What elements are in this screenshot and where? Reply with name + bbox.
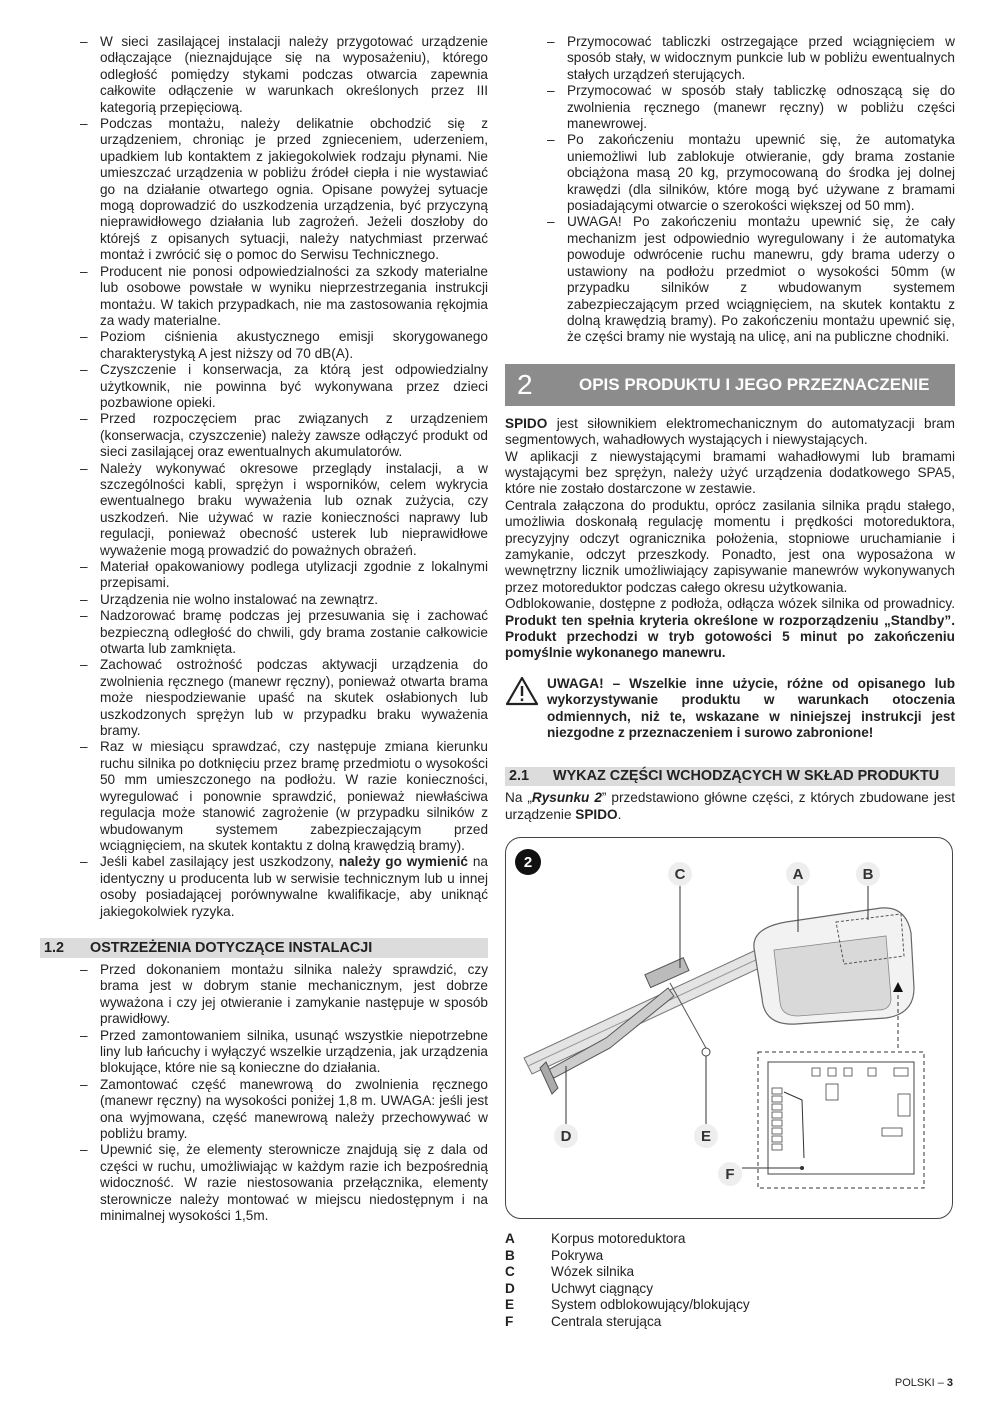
- legend-text: Centrala sterująca: [551, 1313, 662, 1329]
- dash-mark: –: [80, 329, 88, 345]
- left-column: [40, 34, 488, 1224]
- figure-2: [505, 837, 953, 1219]
- label-b: B: [862, 866, 874, 884]
- list-item: [40, 854, 488, 920]
- bullet-text: Upewnić się, że elementy sterownicze znajdują się z dala od części w ruchu, umożliwiając w każdym razie ich bezpośrednią widoczność. W razie niestosowania przełącznika, elementy sterownicze należy montować w miejscu niedostępnym i na minimalnej wysokości 1,5m.: [100, 1142, 488, 1224]
- list-item: [40, 264, 488, 330]
- legend-key: D: [505, 1280, 515, 1296]
- list-item: [40, 362, 488, 411]
- legend-row: [505, 1281, 955, 1298]
- product-name: SPIDO: [505, 415, 548, 431]
- dash-mark: –: [80, 739, 88, 755]
- bullet-text: Przymocować w sposób stały tabliczkę odnoszącą się do zwolnienia ręcznego (manewr ręczny) w pobliżu części manewrowej.: [567, 83, 955, 132]
- dash-mark: –: [80, 961, 88, 977]
- paragraph: W aplikacji z niewystającymi bramami wahadłowymi lub bramami wystającymi bez sprężyn, należy użyć urządzenia dodatkowego SPA5, które nie zostało dostarczone w zestawie.: [505, 448, 955, 497]
- legend-text: Wózek silnika: [551, 1264, 635, 1280]
- bullet-text: Przed zamontowaniem silnika, usunąć wszystkie niepotrzebne liny lub łańcuchy i wyłączyć wszelkie urządzenia, jak urządzenia blokujące, które nie są konieczne do działania.: [100, 1027, 488, 1076]
- paragraph: [505, 416, 955, 449]
- right-column: [505, 34, 955, 1330]
- list-item: [505, 34, 955, 83]
- bullet-text: Poziom ciśnienia akustycznego emisji skorygowanego charakterystyką A jest niższy od 70 dB(A).: [100, 329, 488, 361]
- legend-text: System odblokowujący/blokujący: [551, 1297, 750, 1313]
- bullet-text: Należy wykonywać okresowe przeglądy instalacji, a w szczególności kabli, sprężyn i wsporników, celem wykrycia ewentualnego braku wyważenia lub oznak zużycia, czy uszkodzeń. Nie używać w razie konieczności naprawy lub regulacji, ponieważ obecność usterek lub nieprawidłowe wyważenie mogą prowadzić do poważnych obrażeń.: [100, 460, 488, 558]
- list-item: [40, 739, 488, 854]
- list-item: [40, 559, 488, 592]
- legend-row: [505, 1231, 955, 1248]
- bullet-bold: należy go wymienić: [338, 854, 468, 870]
- standby-note: Produkt ten spełnia kryteria określone w rozporządzeniu „Standby”. Produkt przechodzi w tryb gotowości 5 minut po zakończeniu pomyślnie wykonanego manewru.: [505, 612, 955, 661]
- dash-mark: –: [80, 1076, 88, 1092]
- list-item: [40, 962, 488, 1028]
- bullet-text: Przed dokonaniem montażu silnika należy sprawdzić, czy brama jest w dobrym stanie mechanicznym, jest dobrze wyważona i czy jej otwieranie i zamykanie następuje w sposób prawidłowy.: [100, 961, 488, 1027]
- dash-mark: –: [80, 854, 88, 870]
- bullet-text: Przed rozpoczęciem prac związanych z urządzeniem (konserwacja, czyszczenie) należy zawsze odłączyć produkt od sieci zasilającej oraz ewentualnych akumulatorów.: [100, 411, 488, 460]
- section-number: 2.1: [509, 768, 530, 785]
- list-item: [40, 411, 488, 460]
- bullet-text: Czyszczenie i konserwacja, za którą jest odpowiedzialny użytkownik, nie powinna być wykonywana przez dzieci pozbawione opieki.: [100, 362, 488, 410]
- dash-mark: –: [547, 34, 555, 49]
- dash-mark: –: [80, 411, 88, 427]
- installation-list: [40, 962, 488, 1225]
- legend-text: Pokrywa: [551, 1247, 604, 1263]
- footer-language: POLSKI –: [894, 1377, 947, 1389]
- warning-text: UWAGA! – Wszelkie inne użycie, różne od opisanego lub wykorzystywanie produktu w warunkach otoczenia odmiennych, niż te, wskazane w niniejszej instrukcji jest niezgodne z przeznaczeniem i surowo zabronione!: [547, 675, 955, 741]
- bullet-text: Podczas montażu, należy delikatnie obchodzić się z urządzeniem, chroniąc je przed zgnieceniem, uderzeniem, upadkiem lub kontaktem z jakiegokolwiek rodzaju płynami. Nie umieszczać urządzenia w pobliżu źródeł ciepła i nie wystawiać go na działanie otwartego ognia. Opisane powyżej sytuacje mogą doprowadzić do uszkodzenia urządzenia, być przyczyną nieprawidłowego działania lub zagrożeń. Jeżeli doszłoby do którejś z opisanych sytuacji, należy natychmiast przerwać montaż i zwrócić się o pomoc do Serwisu Technicznego.: [100, 116, 488, 263]
- list-item: [40, 608, 488, 657]
- legend-text: Korpus motoreduktora: [551, 1231, 686, 1247]
- dash-mark: –: [80, 1027, 88, 1043]
- page-footer: [895, 1377, 953, 1389]
- bullet-text: Przymocować tabliczki ostrzegające przed wciągnięciem w sposób stały, w widocznym punkcie lub w pobliżu ewentualnych stałych urządzeń sterujących.: [567, 34, 955, 82]
- list-item: [505, 132, 955, 214]
- legend-key: B: [505, 1247, 515, 1263]
- control-board: [768, 1062, 914, 1174]
- dash-mark: –: [80, 263, 88, 279]
- carriage: [645, 958, 689, 988]
- list-item: [40, 657, 488, 739]
- dash-mark: –: [80, 608, 88, 624]
- intro-text: Na „: [505, 790, 532, 806]
- figure-reference: Rysunku 2: [531, 790, 602, 806]
- warning-icon: [505, 676, 547, 742]
- figure-intro: [505, 790, 955, 823]
- intro-text: .: [617, 806, 622, 822]
- legend-text: Uchwyt ciągnący: [551, 1280, 653, 1296]
- paragraph-text: Odblokowanie, dostępne z podłoża, odłącza wózek silnika od prowadnicy.: [505, 596, 955, 612]
- dash-mark: –: [80, 1142, 88, 1158]
- section-title: WYKAZ CZĘŚCI WCHODZĄCYCH W SKŁAD PRODUKTU: [553, 768, 940, 785]
- label-d: D: [560, 1128, 572, 1146]
- legend-key: F: [505, 1313, 514, 1329]
- bullet-text: Materiał opakowaniowy podlega utylizacji zgodnie z lokalnymi przepisami.: [100, 559, 488, 591]
- warning-box: [505, 676, 955, 742]
- product-name: SPIDO: [575, 806, 618, 822]
- bullet-text: Nadzorować bramę podczas jej przesuwania się i zachować bezpieczną odległość do chwili, gdy brama zostanie całkowicie otwarta lub zamknięta.: [100, 608, 488, 657]
- paragraph-text: jest siłownikiem elektromechanicznym do automatyzacji bram segmentowych, wahadłowych wystających i niewystających.: [505, 415, 955, 448]
- list-item: [40, 461, 488, 559]
- list-item: [505, 214, 955, 345]
- dash-mark: –: [80, 34, 88, 49]
- section-title: OPIS PRODUKTU I JEGO PRZEZNACZENIE: [579, 374, 930, 394]
- list-item: [40, 1142, 488, 1224]
- bullet-text: W sieci zasilającej instalacji należy przygotować urządzenie odłączające (nieznajdujące się na wyposażeniu), którego odległość pomiędzy stykami podczas otwarcia zapewnia całkowite odłączenie w warunkach określonych przez III kategorią przepięciową.: [100, 34, 488, 115]
- safety-list: [40, 34, 488, 854]
- safety-list-last: [40, 854, 488, 920]
- figure-number: 2: [523, 854, 533, 872]
- motor-grille: [774, 936, 891, 1016]
- legend-key: C: [505, 1264, 515, 1280]
- list-item: [40, 329, 488, 362]
- label-f: F: [725, 1166, 735, 1184]
- section-2-heading: [505, 364, 955, 406]
- section-number: 2: [517, 368, 533, 400]
- legend-row: [505, 1297, 955, 1314]
- page-number: 3: [946, 1377, 953, 1389]
- bullet-text: na identyczny u producenta lub w serwisie technicznym lub u innej osoby posiadającej porównywalne kwalifikacje, aby uniknąć jakiegokolwiek ryzyka.: [100, 854, 488, 919]
- dash-mark: –: [80, 116, 88, 132]
- paragraph: Centrala załączona do produktu, oprócz zasilania silnika prądu stałego, umożliwia doskonałą regulację momentu i prędkości motoreduktora, precyzyjny odczyt ogranicznika położenia, stopniowe uruchamianie i zamykanie, odczyt przeszkody. Ponadto, jest ona wyposażona w wewnętrzny licznik umożliwiający zapisywanie manewrów wykonywanych przez motoreduktor podczas całego okresu użytkowania.: [505, 497, 955, 595]
- dash-mark: –: [80, 657, 88, 673]
- bullet-text: Urządzenia nie wolno instalować na zewnątrz.: [100, 591, 379, 607]
- list-item: [40, 1077, 488, 1143]
- bullet-text: Raz w miesiącu sprawdzać, czy następuje zmiana kierunku ruchu silnika po dotknięciu przez bramę przedmiotu o wysokości 50 mm umieszczonego na podłożu. W razie konieczności, wyregulować i ponownie sprawdzić, ponieważ niewłaściwa regulacja może stanowić zagrożenie (w przypadku silników z wbudowanym systemem zabezpieczającym przed wciągnięciem, na skutek kontaktu z dolną krawędzią bramy).: [100, 739, 488, 853]
- product-diagram: [506, 838, 952, 1218]
- legend-row: [505, 1248, 955, 1265]
- section-2-1-heading: [505, 767, 955, 786]
- dash-mark: –: [80, 362, 88, 378]
- paragraph: [505, 596, 955, 662]
- dash-mark: –: [547, 83, 555, 99]
- bullet-text: Producent nie ponosi odpowiedzialności za szkody materialne lub osobowe powstałe w wyniku nieprzestrzegania instrukcji montażu. W takich przypadkach, nie ma zastosowania rękojmia za wady materialne.: [100, 263, 488, 328]
- safety-list-continued: [505, 34, 955, 346]
- bullet-text: UWAGA! Po zakończeniu montażu upewnić się, że cały mechanizm jest odpowiednio wyregulowany i że automatyka powoduje odwrócenie ruchu manewru, gdy brama uderzy o ustawiony na podłożu przedmiot o wysokości 50mm (w przypadku silników z wbudowanym systemem zabezpieczającym przed wciągnięciem, na skutek kontaktu z dolną krawędzią bramy). Po zakończeniu montażu upewnić się, że części bramy nie wystają na ulicę, ani na publiczne chodniki.: [567, 214, 955, 345]
- list-item: [40, 34, 488, 116]
- legend-row: [505, 1264, 955, 1281]
- section-number: 1.2: [44, 939, 65, 956]
- leader-f-dot: [800, 1166, 804, 1170]
- label-c: C: [674, 866, 686, 884]
- dash-mark: –: [80, 559, 88, 574]
- bullet-text: Zachować ostrożność podczas aktywacji urządzenia do zwolnienia ręcznego (manewr ręczny), ponieważ otwarta brama może niespodziewanie upaść na skutek osłabionych lub uszkodzonych sprężyn lub w przypadku braku wyważenia bramy.: [100, 657, 488, 739]
- list-item: [40, 592, 488, 608]
- dash-mark: –: [80, 460, 88, 476]
- intro-text: ” przedstawiono główne części, z których zbudowane jest urządzenie: [505, 790, 956, 822]
- figure-legend: [505, 1231, 955, 1330]
- dash-mark: –: [80, 591, 88, 607]
- label-e: E: [700, 1128, 712, 1146]
- bullet-text: Jeśli kabel zasilający jest uszkodzony,: [100, 854, 339, 870]
- label-a: A: [792, 866, 804, 884]
- bullet-text: Zamontować część manewrową do zwolnienia ręcznego (manewr ręczny) na wysokości poniżej 1,8 m. UWAGA: jeśli jest ona wyjmowana, część manewrową należy przechowywać w pobliżu bramy.: [100, 1076, 488, 1141]
- legend-key: E: [505, 1297, 515, 1313]
- section-1-2-heading: [40, 938, 488, 958]
- list-item: [505, 83, 955, 132]
- section-title: OSTRZEŻENIA DOTYCZĄCE INSTALACJI: [90, 939, 373, 956]
- legend-row: [505, 1314, 955, 1331]
- dash-mark: –: [547, 132, 555, 148]
- legend-key: A: [505, 1231, 515, 1247]
- list-item: [40, 116, 488, 264]
- dash-mark: –: [547, 214, 555, 230]
- release-handle: [702, 1048, 710, 1056]
- list-item: [40, 1028, 488, 1077]
- bullet-text: Po zakończeniu montażu upewnić się, że automatyka uniemożliwi lub zablokuje otwieranie, gdy brama zostanie obciążona masą 20 kg, przymocowaną do środka jej dolnej krawędzi (dla silników, które mogą być używane z bramami posiadającymi otwarcie o szerokości większej od 50 mm).: [567, 132, 955, 214]
